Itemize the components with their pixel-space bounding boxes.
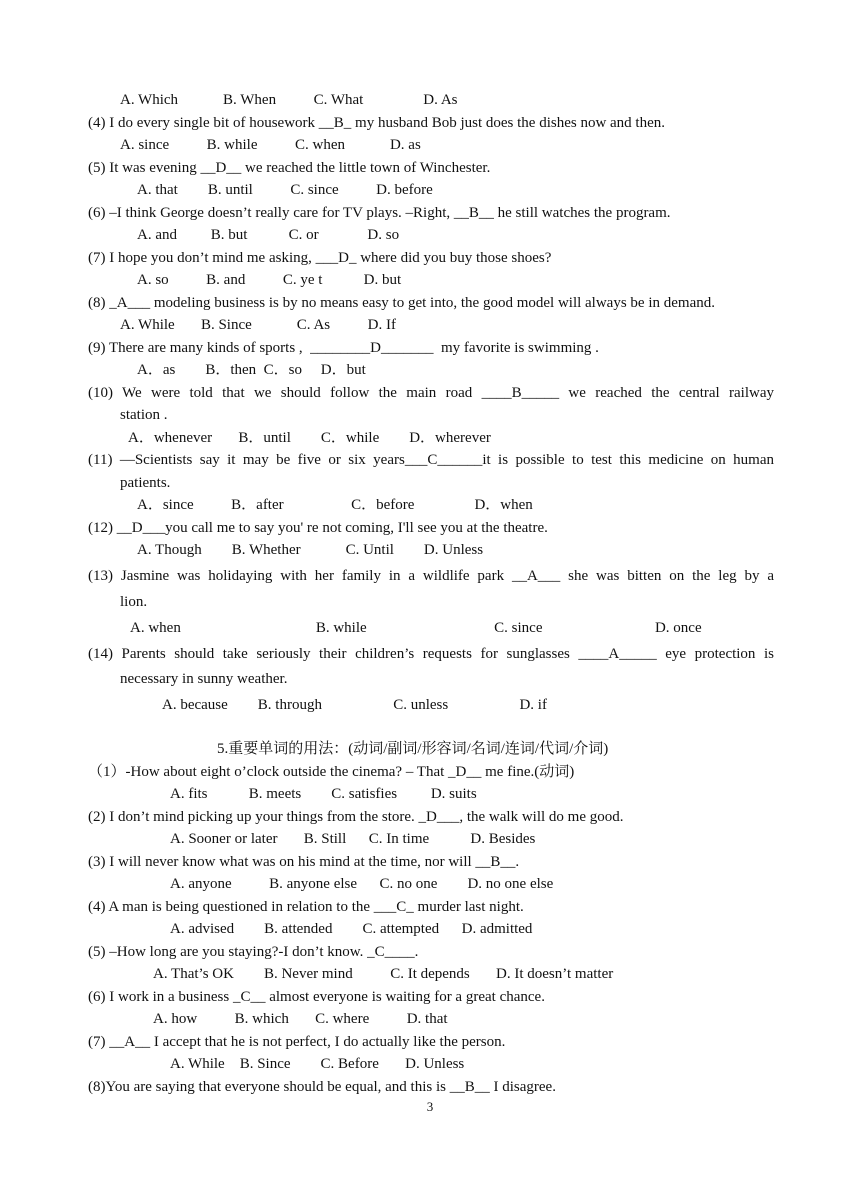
section-heading: 5.重要单词的用法：(动词/副词/形容词/名词/连词/代词/介词)	[217, 741, 609, 757]
text-line: A. Sooner or later B. Still C. In time D. Besides	[170, 831, 536, 847]
text-line: (4) A man is being questioned in relation to the ___C_ murder last night.	[88, 899, 524, 915]
text-line: (3) I will never know what was on his mind at the time, nor will __B__.	[88, 854, 520, 870]
text-line: station .	[120, 407, 168, 423]
text-line: A．as B．then C．so D．but	[137, 362, 366, 378]
text-line: A. anyone B. anyone else C. no one D. no one else	[170, 876, 554, 892]
text-line: A. Which B. When C. What D. As	[120, 92, 458, 108]
text-line: (14) Parents should take seriously their children’s requests for sunglasses ____A_____ eye protection is	[88, 646, 774, 662]
text-line: A. Though B. Whether C. Until D. Unless	[137, 542, 484, 558]
text-line: A．since B．after C．before D．when	[137, 497, 533, 513]
text-line: (13) Jasmine was holidaying with her family in a wildlife park __A___ she was bitten on the leg by a	[88, 568, 774, 584]
text-line: （1）-How about eight o’clock outside the cinema? – That _D__ me fine.(动词)	[88, 764, 575, 780]
text-line: (6) I work in a business _C__ almost everyone is waiting for a great chance.	[88, 989, 545, 1005]
text-line: A. how B. which C. where D. that	[153, 1011, 448, 1027]
text-line: (10) We were told that we should follow the main road ____B_____ we reached the central railway	[88, 385, 774, 401]
text-line: A. that B. until C. since D. before	[137, 182, 433, 198]
text-line: (5) –How long are you staying?-I don’t know. _C____.	[88, 944, 419, 960]
text-line: A．whenever B．until C．while D．wherever	[128, 430, 491, 446]
text-line: A. advised B. attended C. attempted D. admitted	[170, 921, 533, 937]
text-line: A. and B. but C. or D. so	[137, 227, 400, 243]
text-line: A. so B. and C. ye t D. but	[137, 272, 402, 288]
text-line: (8) _A___ modeling business is by no means easy to get into, the good model will always be in demand.	[88, 295, 715, 311]
text-line: A. That’s OK B. Never mind C. It depends D. It doesn’t matter	[153, 966, 614, 982]
text-line: A. when B. while C. since D. once	[130, 620, 702, 636]
text-line: A. fits B. meets C. satisfies D. suits	[170, 786, 477, 802]
text-line: A. since B. while C. when D. as	[120, 137, 421, 153]
text-line: A. because B. through C. unless D. if	[162, 697, 547, 713]
text-line: A. While B. Since C. Before D. Unless	[170, 1056, 465, 1072]
text-line: patients.	[120, 475, 171, 491]
text-line: A. While B. Since C. As D. If	[120, 317, 396, 333]
text-line: (9) There are many kinds of sports , ________D_______ my favorite is swimming .	[88, 340, 599, 356]
text-line: (7) __A__ I accept that he is not perfect, I do actually like the person.	[88, 1034, 506, 1050]
text-line: (11) —Scientists say it may be five or six years___C______it is possible to test this medicine on human	[88, 452, 774, 468]
text-line: (5) It was evening __D__ we reached the little town of Winchester.	[88, 160, 491, 176]
text-line: (12) __D___you call me to say you' re not coming, I'll see you at the theatre.	[88, 520, 548, 536]
text-line: (2) I don’t mind picking up your things from the store. _D___, the walk will do me good.	[88, 809, 624, 825]
text-line: necessary in sunny weather.	[120, 671, 288, 687]
text-line: (8)You are saying that everyone should be equal, and this is __B__ I disagree.	[88, 1079, 556, 1095]
text-line: lion.	[120, 594, 148, 610]
text-line: (7) I hope you don’t mind me asking, ___D_ where did you buy those shoes?	[88, 250, 552, 266]
text-line: (6) –I think George doesn’t really care for TV plays. –Right, __B__ he still watches the program.	[88, 205, 671, 221]
text-line: (4) I do every single bit of housework __B_ my husband Bob just does the dishes now and then.	[88, 115, 666, 131]
page-number: 3	[426, 1099, 434, 1114]
